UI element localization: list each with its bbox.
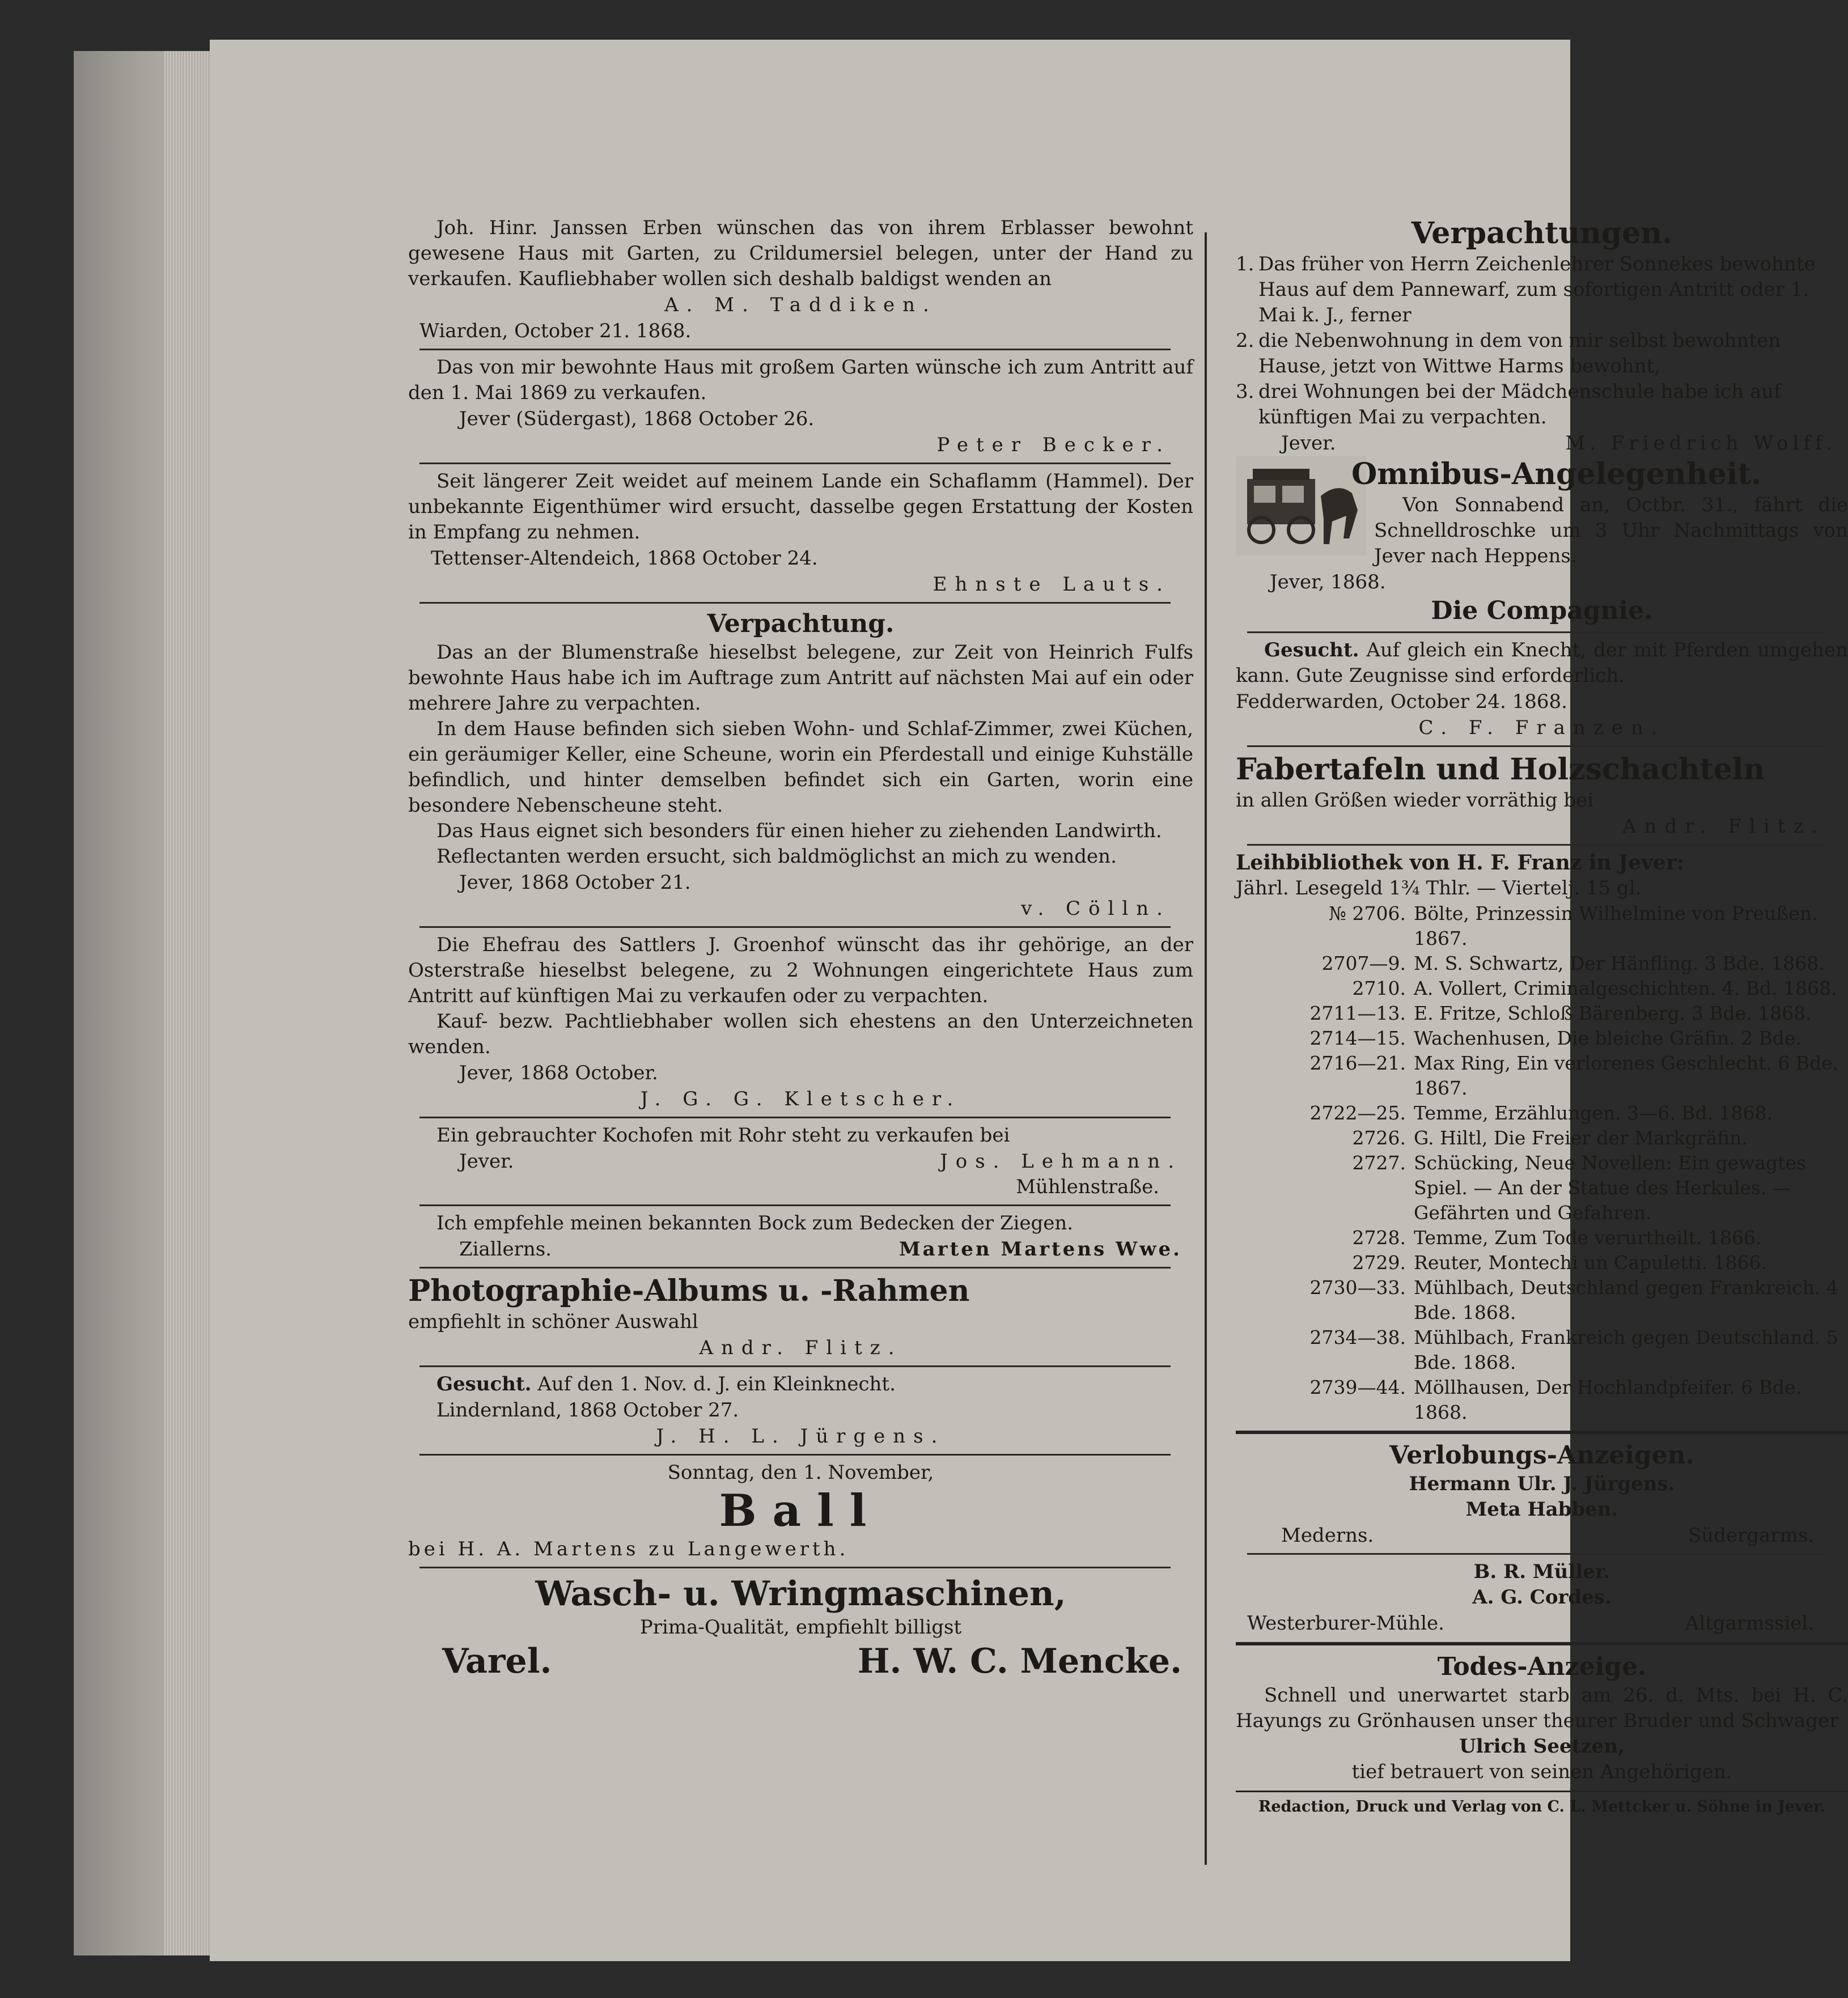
ad-verpachtung-p2: In dem Hause befinden sich sieben Wohn- und Schlaf-Zimmer, zwei Küchen, ein geräumiger Keller, eine Scheune, worin ein Pferdestall und einige Kuhställe befindlich, und hinter demselben befindet sich ein Garten, worin eine besondere Nebenscheune steht. xyxy=(408,718,1193,817)
book-page-edges xyxy=(74,51,210,1955)
ad-verpachtung-p4: Reflectanten werden ersucht, sich baldmöglichst an mich zu wenden. xyxy=(436,845,1117,868)
library-entry-text: Mühlbach, Frankreich gegen Deutschland. 5 Bde. 1868. xyxy=(1414,1326,1838,1373)
divider xyxy=(1236,1431,1848,1434)
library-entry-number: 2714—15. xyxy=(1309,1027,1406,1049)
ad-todes-title: Todes-Anzeige. xyxy=(1437,1652,1647,1681)
ad-photo-signer: Andr. Flitz. xyxy=(699,1337,902,1359)
ad-kochofen-signer: Jos. Lehmann. xyxy=(940,1150,1182,1173)
ad-kochofen-signline xyxy=(419,1148,1182,1174)
divider xyxy=(419,463,1171,464)
ad-photo-title: Photographie-Albums u. -Rahmen xyxy=(408,1274,970,1308)
library-entry-text: Bölte, Prinzessin Wilhelmine von Preußen. 1867. xyxy=(1414,902,1818,949)
ad-verpachtung-place: Jever, 1868 October 21. xyxy=(459,871,691,894)
ad-groenhof-signer: J. G. G. Kletscher. xyxy=(640,1088,961,1110)
library-entry xyxy=(1236,1126,1848,1151)
divider xyxy=(419,1365,1171,1367)
ad-kochofen-place: Jever. xyxy=(459,1150,514,1173)
library-entry xyxy=(1236,1001,1848,1026)
library-entry xyxy=(1236,901,1848,951)
library-entry xyxy=(1236,1275,1848,1325)
ad-wasch-signer: H. W. C. Mencke. xyxy=(857,1641,1182,1681)
library-entry-text: Wachenhusen, Die bleiche Gräfin. 2 Bde. xyxy=(1414,1027,1802,1049)
ad-wasch-signline xyxy=(419,1640,1182,1682)
ad-faber-text: in allen Größen wieder vorräthig bei xyxy=(1236,789,1594,812)
ad-verpachtungen-signline xyxy=(1247,430,1837,456)
ad-verpachtungen-place: Jever. xyxy=(1281,432,1336,455)
ad-verpachtung-signer: v. Cölln. xyxy=(1021,897,1171,920)
library-list xyxy=(1236,901,1848,1425)
library-entry-text: Reuter, Montechi un Capuletti. 1866. xyxy=(1414,1252,1767,1274)
ad-verlobung-c1b: Meta Habben. xyxy=(1465,1498,1618,1521)
divider xyxy=(419,926,1171,928)
ad-omnibus-text: Von Sonnabend an, Octbr. 31., fährt die Schnelldroschke um 3 Uhr Nachmittags von Jever nach Heppens. xyxy=(1374,494,1848,567)
library-entry xyxy=(1236,1026,1848,1051)
ad-wasch-text: Prima-Qualität, empfiehlt billigst xyxy=(639,1616,962,1639)
ad-becker-place: Jever (Südergast), 1868 October 26. xyxy=(459,408,815,430)
library-entry-text: Max Ring, Ein verlorenes Geschlecht. 6 Bde. 1867. xyxy=(1414,1052,1839,1099)
ad-ball-title: Ball xyxy=(719,1485,883,1537)
ad-kochofen-street: Mühlenstraße. xyxy=(1016,1176,1159,1198)
library-entry xyxy=(1236,1250,1848,1275)
library-entry-number: 2729. xyxy=(1352,1252,1406,1274)
list-item: 1. Das früher von Herrn Zeichenlehrer Sonnekes bewohnte Haus auf dem Pannewarf, zum sofortigen Antritt oder 1. Mai k. J., ferner xyxy=(1236,253,1816,326)
ad-faber-title: Fabertafeln und Holzschachteln xyxy=(1236,752,1765,787)
ad-lauts-text: Seit längerer Zeit weidet auf meinem Lande ein Schaflamm (Hammel). Der unbekannte Eigenthümer wird ersucht, dasselbe gegen Erstattung der Kosten in Empfang zu nehmen. xyxy=(408,470,1193,544)
divider xyxy=(419,349,1171,350)
library-entry-text: A. Vollert, Criminalgeschichten. 4. Bd. 1868. xyxy=(1414,977,1837,999)
ad-wasch-title: Wasch- u. Wringmaschinen, xyxy=(535,1574,1066,1614)
ad-bock-text: Ich empfehle meinen bekannten Bock zum Bedecken der Ziegen. xyxy=(436,1212,1074,1235)
ad-library-title: Leihbibliothek von H. F. Franz in Jever: xyxy=(1236,851,1685,875)
ad-lauts-signer: Ehnste Lauts. xyxy=(933,573,1171,596)
ad-bock-place: Ziallerns. xyxy=(459,1238,552,1261)
library-entry-number: 2710. xyxy=(1352,977,1406,999)
ad-todes-text: Schnell und unerwartet starb am 26. d. Mts. bei H. C. Hayungs zu Grönhausen unser theurer Bruder und Schwager xyxy=(1236,1684,1848,1732)
ad-gesucht-lead: Gesucht. xyxy=(436,1373,532,1395)
ad-ball-line2: bei H. A. Martens zu Langewerth. xyxy=(408,1538,849,1560)
library-entry xyxy=(1236,1325,1848,1375)
library-entry-text: Möllhausen, Der Hochlandpfeifer. 6 Bde. 1868. xyxy=(1414,1376,1802,1423)
ad-gesucht-place: Lindernland, 1868 October 27. xyxy=(436,1399,739,1422)
ad-verpachtung-p3: Das Haus eignet sich besonders für einen hieher zu ziehenden Landwirth. xyxy=(436,820,1162,842)
library-entry-number: 2728. xyxy=(1352,1227,1406,1249)
ad-franzen-place: Fedderwarden, October 24. 1868. xyxy=(1236,690,1567,713)
ad-groenhof-text: Die Ehefrau des Sattlers J. Groenhof wünscht das ihr gehörige, an der Osterstraße hieselbst belegene, zu 2 Wohnungen eingerichtete Haus zum Antritt auf künftigen Mai zu verkaufen oder zu verpachten. xyxy=(408,934,1193,1007)
library-entry xyxy=(1236,951,1848,976)
ad-franzen-text: Auf gleich ein Knecht, der mit Pferden umgehen kann. Gute Zeugnisse sind erforderlich. xyxy=(1236,639,1848,687)
coach-illustration-icon xyxy=(1236,456,1366,555)
ad-bock-signer: Marten Martens Wwe. xyxy=(898,1238,1182,1261)
ad-verpachtung-p1: Das an der Blumenstraße hieselbst belegene, zur Zeit von Heinrich Fulfs bewohnte Haus habe ich im Auftrage zum Antritt auf nächsten Mai auf ein oder mehrere Jahre zu verpachten. xyxy=(408,641,1193,715)
ad-groenhof-p2: Kauf- bezw. Pachtliebhaber wollen sich ehestens an den Unterzeichneten wenden. xyxy=(408,1010,1193,1058)
ad-janssen-signer: A. M. Taddiken. xyxy=(664,294,937,316)
divider xyxy=(419,1454,1171,1456)
ad-verlobung-c2b: A. G. Cordes. xyxy=(1472,1586,1612,1609)
library-entry xyxy=(1236,1101,1848,1126)
ad-verpachtungen-signer: M. Friedrich Wolff. xyxy=(1565,432,1837,455)
library-entry-number: 2716—21. xyxy=(1309,1052,1406,1074)
library-entry xyxy=(1236,1051,1848,1101)
column-rule xyxy=(1205,232,1207,1865)
library-entry-text: E. Fritze, Schloß Bärenberg. 3 Bde. 1868. xyxy=(1414,1002,1812,1024)
library-entry xyxy=(1236,1375,1848,1425)
library-entry-number: № 2706. xyxy=(1328,902,1406,924)
ad-verpachtung-title: Verpachtung. xyxy=(707,609,895,638)
library-entry xyxy=(1236,976,1848,1001)
ad-gesucht-signer: J. H. L. Jürgens. xyxy=(656,1425,946,1448)
library-entry-text: Schücking, Neue Novellen: Ein gewagtes Spiel. — An der Statue des Herkules. — Gefährten und Gefahren. xyxy=(1414,1152,1806,1224)
list-item: 2. die Nebenwohnung in dem von mir selbst bewohnten Hause, jetzt von Wittwe Harms bewohnt, xyxy=(1236,329,1781,377)
ad-bock-signline xyxy=(419,1236,1182,1262)
divider xyxy=(1236,1642,1848,1645)
newspaper-page xyxy=(210,40,1848,1961)
ad-ball-line1: Sonntag, den 1. November, xyxy=(667,1461,934,1484)
library-entry-number: 2734—38. xyxy=(1309,1326,1406,1348)
library-entry-number: 2707—9. xyxy=(1321,952,1406,974)
ad-groenhof-place: Jever, 1868 October. xyxy=(459,1062,658,1084)
ad-verlobung-c1a: Hermann Ulr. J. Jürgens. xyxy=(1409,1473,1675,1495)
list-item: 3. drei Wohnungen bei der Mädchenschule habe ich auf künftigen Mai zu verpachten. xyxy=(1236,380,1781,429)
library-entry-text: Temme, Erzählungen. 3—6. Bd. 1868. xyxy=(1414,1102,1773,1124)
ad-janssen-text: Joh. Hinr. Janssen Erben wünschen das von ihrem Erblasser bewohnt gewesene Haus mit Garten, zu Crildumersiel belegen, unter der Hand zu verkaufen. Kaufliebhaber wollen sich deshalb baldigst wenden an xyxy=(408,217,1193,290)
divider xyxy=(1247,844,1825,846)
left-column xyxy=(408,215,1193,1682)
ad-omnibus-signer: Die Compagnie. xyxy=(1431,596,1653,625)
ad-omnibus-title: Omnibus-Angelegenheit. xyxy=(1351,457,1762,491)
library-entry-number: 2711—13. xyxy=(1309,1002,1406,1024)
library-entry xyxy=(1236,1151,1848,1225)
divider xyxy=(419,1204,1171,1206)
ad-wasch-place: Varel. xyxy=(442,1641,552,1681)
ad-verlobung-c2a: B. R. Müller. xyxy=(1473,1560,1610,1583)
library-entry-number: 2726. xyxy=(1352,1127,1406,1149)
imprint: Redaction, Druck und Verlag von C. L. Mettcker u. Söhne in Jever. xyxy=(1258,1798,1826,1815)
ad-becker-text: Das von mir bewohnte Haus mit großem Garten wünsche ich zum Antritt auf den 1. Mai 1869 zu verkaufen. xyxy=(408,356,1193,404)
divider xyxy=(1247,631,1825,633)
library-entry-number: 2739—44. xyxy=(1309,1376,1406,1398)
ad-becker-signer: Peter Becker. xyxy=(936,434,1171,456)
divider xyxy=(419,1117,1171,1118)
ad-gesucht-text: Auf den 1. Nov. d. J. ein Kleinknecht. xyxy=(537,1373,896,1395)
ad-library-sub: Jährl. Lesegeld 1¾ Thlr. — Viertelj. 15 gl. xyxy=(1236,877,1642,900)
ad-verlobung-title: Verlobungs-Anzeigen. xyxy=(1389,1441,1694,1470)
right-column xyxy=(1236,215,1848,1831)
library-entry-number: 2730—33. xyxy=(1309,1276,1406,1299)
library-entry-text: Temme, Zum Tode verurtheilt. 1866. xyxy=(1414,1227,1762,1249)
library-entry-number: 2722—25. xyxy=(1309,1102,1406,1124)
ad-janssen-place: Wiarden, October 21. 1868. xyxy=(419,320,692,342)
divider xyxy=(419,1567,1171,1568)
library-entry xyxy=(1236,1225,1848,1250)
ad-verlobung-c1places: Mederns. Südergarms. xyxy=(1281,1524,1814,1547)
library-entry-text: G. Hiltl, Die Freier der Markgräfin. xyxy=(1414,1127,1748,1149)
ad-verpachtungen-title: Verpachtungen. xyxy=(1411,216,1673,251)
library-entry-text: Mühlbach, Deutschland gegen Frankreich. 4 Bde. 1868. xyxy=(1414,1276,1838,1323)
divider xyxy=(419,1267,1171,1269)
ad-kochofen-text: Ein gebrauchter Kochofen mit Rohr steht zu verkaufen bei xyxy=(436,1124,1010,1147)
ad-omnibus xyxy=(1236,456,1848,569)
ad-todes-name: Ulrich Seetzen, xyxy=(1459,1735,1625,1758)
library-entry-number: 2727. xyxy=(1352,1152,1406,1174)
ad-lauts-place: Tettenser-Altendeich, 1868 October 24. xyxy=(431,547,818,570)
ad-faber-signer: Andr. Flitz. xyxy=(1622,815,1825,838)
divider xyxy=(1247,1553,1825,1555)
ad-photo-text: empfiehlt in schöner Auswahl xyxy=(408,1310,698,1333)
ad-todes-end: tief betrauert von seinen Angehörigen. xyxy=(1351,1761,1732,1783)
divider xyxy=(1247,745,1825,747)
ad-verlobung-c2places: Westerburer-Mühle. Altgarmssiel. xyxy=(1247,1612,1814,1635)
divider xyxy=(419,602,1171,604)
ad-omnibus-place: Jever, 1868. xyxy=(1270,571,1386,593)
ad-franzen-lead: Gesucht. xyxy=(1264,639,1359,661)
divider xyxy=(1236,1791,1848,1792)
library-entry-text: M. S. Schwartz, Der Hänfling. 3 Bde. 1868. xyxy=(1414,952,1825,974)
ad-franzen-signer: C. F. Franzen. xyxy=(1418,716,1665,739)
